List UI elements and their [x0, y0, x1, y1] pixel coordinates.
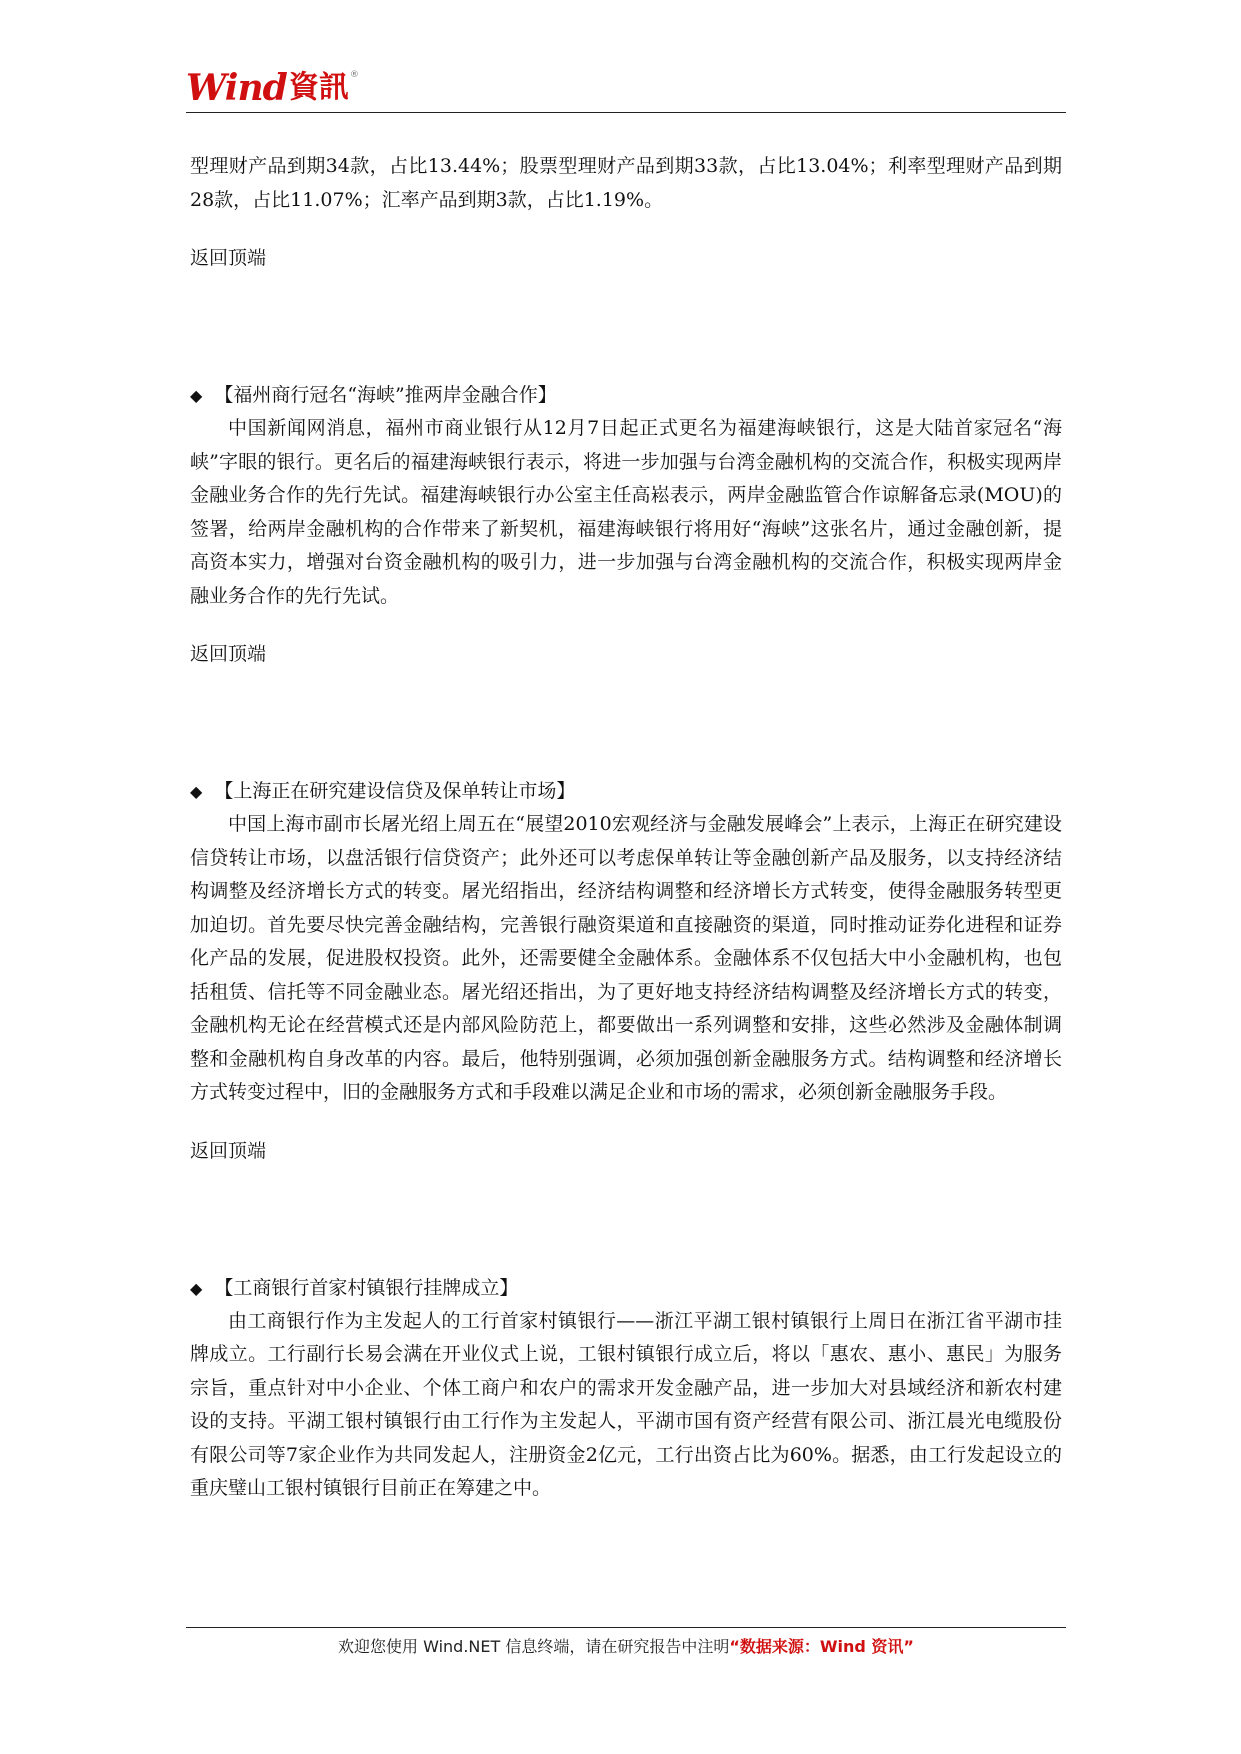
footer-divider [186, 1627, 1066, 1628]
diamond-bullet-icon: ◆ [190, 386, 203, 405]
section-body: 中国新闻网消息，福州市商业银行从12月7日起正式更名为福建海峡银行，这是大陆首家冠名“海峡”字眼的银行。更名后的福建海峡银行表示，将进一步加强与台湾金融机构的交流合作，积极实现两岸金融业务合作的先行先试。福建海峡银行办公室主任高崧表示，两岸金融监管合作谅解备忘录(MOU)的签署，给两岸金融机构的合作带来了新契机，福建海峡银行将用好“海峡”这张名片，通过金融创新，提高资本实力，增强对台资金融机构的吸引力，进一步加强与台湾金融机构的交流合作，积极实现两岸金融业务合作的先行先试。 [190, 417, 1062, 607]
section-title-text: 【上海正在研究建设信贷及保单转让市场】 [214, 780, 576, 802]
document-body [190, 150, 1062, 1506]
back-to-top-link[interactable]: 返回顶端 [190, 247, 267, 269]
page-footer [186, 1634, 1066, 1657]
wind-logo [186, 66, 359, 108]
back-to-top-link[interactable]: 返回顶端 [190, 643, 267, 665]
footer-text: 欢迎您使用 Wind.NET 信息终端，请在研究报告中注明 [338, 1637, 730, 1656]
news-section [190, 775, 1062, 1110]
registered-mark: ® [349, 70, 359, 80]
section-title-text: 【福州商行冠名“海峡”推两岸金融合作】 [214, 384, 557, 406]
news-section [190, 379, 1062, 613]
page-header [186, 66, 1066, 114]
news-section [190, 1272, 1062, 1506]
logo-cn-text: 資訊 [288, 70, 349, 105]
footer-source-note: “数据来源：Wind 资讯” [729, 1637, 914, 1656]
top-paragraph: 型理财产品到期34款，占比13.44%；股票型理财产品到期33款，占比13.04%；利率型理财产品到期28款，占比11.07%；汇率产品到期3款，占比1.19%。 [190, 155, 1062, 211]
section-body: 中国上海市副市长屠光绍上周五在“展望2010宏观经济与金融发展峰会”上表示，上海正在研究建设信贷转让市场，以盘活银行信贷资产；此外还可以考虑保单转让等金融创新产品及服务，以支持经济结构调整及经济增长方式的转变。屠光绍指出，经济结构调整和经济增长方式转变，使得金融服务转型更加迫切。首先要尽快完善金融结构，完善银行融资渠道和直接融资的渠道，同时推动证券化进程和证券化产品的发展，促进股权投资。此外，还需要健全金融体系。金融体系不仅包括大中小金融机构，也包括租赁、信托等不同金融业态。屠光绍还指出，为了更好地支持经济结构调整及经济增长方式的转变，金融机构无论在经营模式还是内部风险防范上，都要做出一系列调整和安排，这些必然涉及金融体制调整和金融机构自身改革的内容。最后，他特别强调，必须加强创新金融服务方式。结构调整和经济增长方式转变过程中，旧的金融服务方式和手段难以满足企业和市场的需求，必须创新金融服务手段。 [190, 813, 1062, 1103]
logo-wind-text: Wind [186, 67, 287, 109]
header-divider [186, 112, 1066, 113]
section-title-text: 【工商银行首家村镇银行挂牌成立】 [214, 1276, 519, 1299]
diamond-bullet-icon: ◆ [190, 1278, 203, 1298]
section-title [190, 379, 1062, 412]
section-body: 由工商银行作为主发起人的工行首家村镇银行——浙江平湖工银村镇银行上周日在浙江省平湖市挂牌成立。工行副行长易会满在开业仪式上说，工银村镇银行成立后，将以「惠农、惠小、惠民」为服务宗旨，重点针对中小企业、个体工商户和农户的需求开发金融产品，进一步加大对县域经济和新农村建设的支持。平湖工银村镇银行由工行作为主发起人，平湖市国有资产经营有限公司、浙江晨光电缆股份有限公司等7家企业作为共同发起人，注册资金2亿元，工行出资占比为60%。据悉，由工行发起设立的重庆璧山工银村镇银行目前正在筹建之中。 [190, 1309, 1062, 1499]
section-title [190, 775, 1062, 808]
diamond-bullet-icon: ◆ [190, 782, 203, 801]
back-to-top-link[interactable]: 返回顶端 [190, 1139, 267, 1162]
section-title [190, 1272, 1062, 1305]
